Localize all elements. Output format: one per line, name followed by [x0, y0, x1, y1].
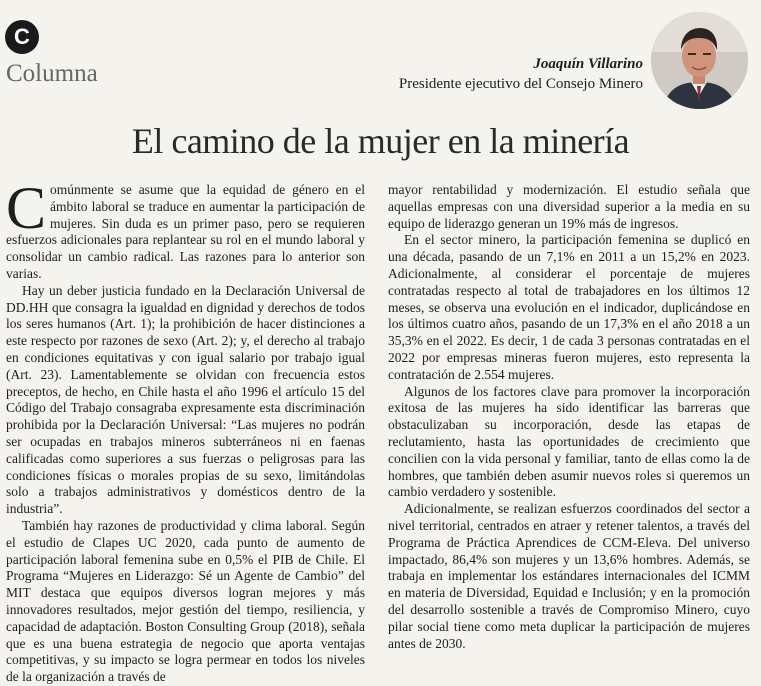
article-column-left: [6, 175, 365, 686]
author-name: Joaquín Villarino: [533, 56, 643, 72]
article-column-right: [388, 182, 750, 652]
column-badge: C: [5, 20, 39, 54]
author-photo: [651, 12, 748, 109]
paragraph-text: omúnmente se asume que la equidad de género en el ámbito laboral se traduce en aumentar la participación de mujeres. Sin duda es un primer paso, pero se requieren esfuerzos adicionales para replantear su rol en el mundo laboral y consolidar un cambio radical. Las razones para lo anterior son varias.: [6, 182, 365, 281]
article-paragraph: [6, 175, 365, 283]
article-paragraph: Algunos de los factores clave para promover la incorporación exitosa de las mujeres ha sido identificar las barreras que obstaculizaban su incorporación, desde las etapas de reclutamiento, hasta las oportunidades de crecimiento que concilien con la vida personal y familiar, tanto de ellas como la de hombres, que también deben asumir nuevos roles si queremos un cambio verdadero y sostenible.: [388, 383, 750, 500]
article-title: El camino de la mujer en la minería: [131, 121, 630, 161]
author-portrait-icon: [651, 12, 748, 109]
author-block: [399, 54, 643, 94]
article-paragraph: Adicionalmente, se realizan esfuerzos coordinados del sector a nivel territorial, centrados en atraer y retener talentos, a través del Programa de Práctica Aprendices de CCM-Eleva. Del universo impactado, 86,4% son mujeres y un 13,6% hombres. Además, se trabaja en implementar los estándares internacionales del ICMM en materia de Diversidad, Equidad e Inclusión; y en la promoción del desarrollo sostenible a través de Compromiso Minero, cuyo pilar social tiene como meta duplicar la participación de mujeres antes de 2030.: [388, 501, 750, 651]
drop-cap: C: [6, 175, 47, 241]
article-paragraph: En el sector minero, la participación femenina se duplicó en una década, pasando de un 7,1% en 2011 a un 15,2% en 2023. Adicionalmente, al considerar el porcentaje de mujeres contratadas respecto al total de trabajadores en los últimos 12 meses, se observa una evolución en el indicador, duplicándose en los últimos cuatro años, pasando de un 17,3% en el año 2018 a un 35,3% en el 2022. Es decir, 1 de cada 3 personas contratadas en el 2022 por empresas mineras fueron mujeres, esto representa la contratación de 2.554 mujeres.: [388, 232, 750, 382]
article-paragraph: mayor rentabilidad y modernización. El estudio señala que aquellas empresas con una diversidad superior a la media en su equipo de liderazgo generan un 19% más de ingresos.: [388, 182, 750, 231]
author-role: Presidente ejecutivo del Consejo Minero: [398, 76, 643, 92]
article-paragraph: Hay un deber justicia fundado en la Declaración Universal de DD.HH que consagra la igualdad en dignidad y derechos de todos los seres humanos (Art. 1); la prohibición de hacer distinciones a este respecto por razones de sexo (Art. 2); y, el derecho al trabajo en condiciones equitativas y con igual salario por trabajo igual (Art. 23). Lamentablemente se olvidan con frecuencia estos preceptos, de hecho, en Chile hasta el año 1996 el artículo 15 del Código del Trabajo consagraba expresamente esta discriminación prohibida por la Declaración Universal: “Las mujeres no podrán ser ocupadas en trabajos mineros subterráneos ni en faenas calificadas como superiores a sus fuerzas o peligrosas para las condiciones físicas o morales propias de su sexo, limitándolas solo a trabajos administrativos y domésticos dentro de la industria”.: [6, 282, 365, 517]
section-label: Columna: [6, 60, 98, 87]
article-paragraph: También hay razones de productividad y clima laboral. Según el estudio de Clapes UC 2020, cada punto de aumento de participación laboral femenina sube en 0,5% el PIB de Chile. El Programa “Mujeres en Liderazgo: Sé un Agente de Cambio” del MIT destaca que equipos diversos logran mejores y más innovadores resultados, mejor gestión del tiempo, resiliencia, y capacidad de adaptación. Boston Consulting Group (2018), señala que es una buena estrategia de negocio que aporta ventajas competitivas, y su impacto se logra permear en todos los niveles de la organización a través de: [6, 517, 365, 685]
